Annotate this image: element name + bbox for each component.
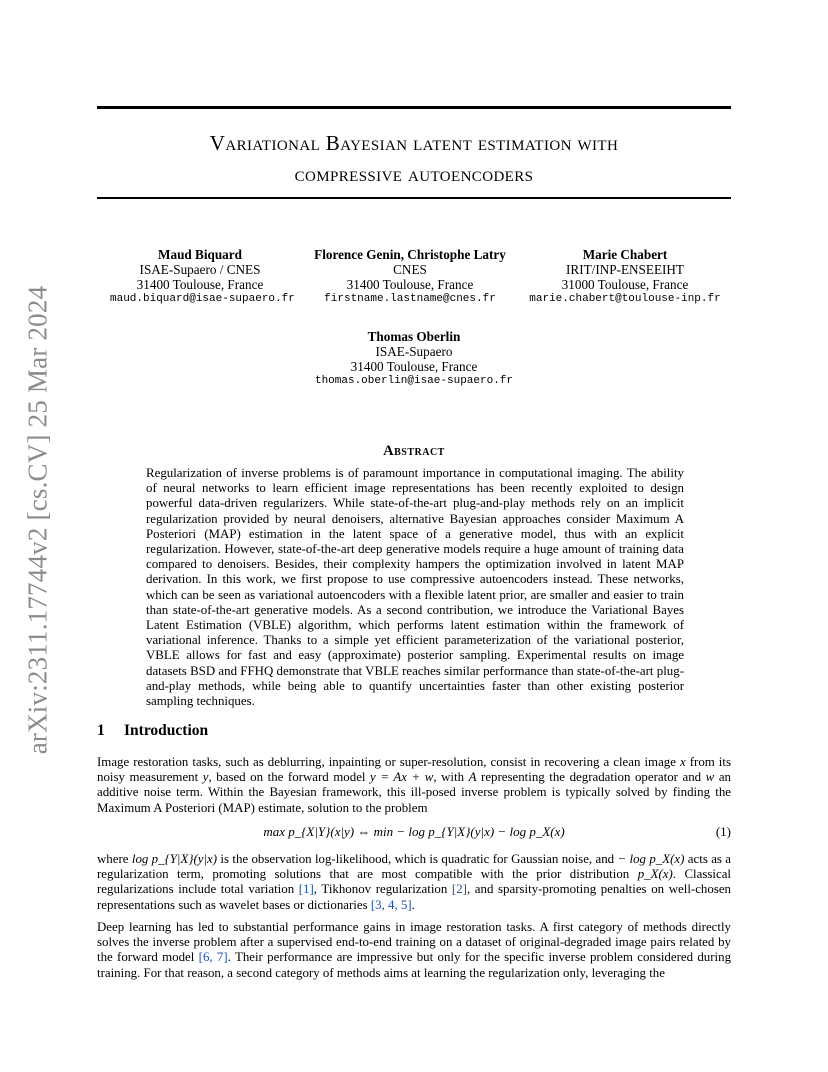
author-email[interactable]: firstname.lastname@cnes.fr (324, 293, 496, 305)
arxiv-identifier-stamp: arXiv:2311.17744v2 [cs.CV] 25 Mar 2024 (22, 285, 53, 755)
paper-title (97, 128, 731, 190)
author-affiliation: ISAE-Supaero / CNES (139, 262, 261, 277)
author-address: 31400 Toulouse, France (350, 359, 478, 374)
citation-link[interactable]: [2] (451, 882, 467, 897)
author-email[interactable]: thomas.oberlin@isae-supaero.fr (314, 375, 514, 387)
author-block-4 (314, 329, 514, 389)
title-line-2: compressive autoencoders (294, 162, 534, 186)
equation-1 (97, 822, 731, 850)
equation-number: (1) (715, 824, 731, 839)
author-name: Florence Genin, Christophe Latry (314, 247, 506, 262)
intro-paragraph-3: Deep learning has led to substantial performance gains in image restoration tasks. A first category of methods directly solves the inverse problem after a supervised end-to-end training on a dataset of original-degraded image pairs related by the forward model [6, 7]. Their performance are impressive but only for the specific inverse problem considered during training. For that reason, a second category of methods aims at learning the regularization only, leveraging the (97, 920, 732, 980)
citation-link[interactable]: [1] (298, 882, 314, 897)
title-rule-top (97, 106, 731, 109)
author-affiliation: IRIT/INP-ENSEEIHT (566, 262, 684, 277)
author-name: Marie Chabert (582, 247, 668, 262)
author-address: 31400 Toulouse, France (346, 277, 474, 292)
section-title: Introduction (124, 722, 209, 739)
intro-paragraph-2: where log p_{Y|X}(y|x) is the observation log-likelihood, which is quadratic for Gaussian noise, and − log p_X(x) acts as a regularization term, promoting solutions that are most compatible with the prior distribution p_X(x). Classical regularizations include total variation [1], Tikhonov regularization [2], and sparsity-promoting penalties on well-chosen representations such as wavelet bases or dictionaries [3, 4, 5]. (97, 852, 732, 912)
title-line-1: Variational Bayesian latent estimation with (209, 131, 619, 155)
title-rule-bottom (97, 197, 731, 199)
author-address: 31400 Toulouse, France (136, 277, 264, 292)
section-heading (97, 722, 208, 740)
author-email[interactable]: maud.biquard@isae-supaero.fr (110, 293, 295, 305)
author-block-2 (305, 247, 515, 307)
abstract-body: Regularization of inverse problems is of paramount importance in computational imaging. The ability of neural networks to learn efficient image representations has been recently exploited to design powerful data-driven regularizers. While state-of-the-art plug-and-play methods rely on an implicit regularization provided by neural denoisers, alternative Bayesian approaches consider Maximum A Posteriori (MAP) estimation in the latent space of a generative model, thus with an explicit regularization. However, state-of-the-art deep generative models require a huge amount of training data compared to denoisers. Besides, their complexity hampers the optimization involved in latent MAP derivation. In this work, we first propose to use compressive autoencoders instead. These networks, which can be seen as variational autoencoders with a flexible latent prior, are smaller and easier to train than state-of-the-art generative models. As a second contribution, we introduce the Variational Bayes Latent Estimation (VBLE) algorithm, which performs latent estimation within the framework of variational inference. Thanks to a simple yet efficient parameterization of the variational posterior, VBLE allows for fast and easy (approximate) posterior sampling. Experimental results on image datasets BSD and FFHQ demonstrate that VBLE reaches similar performance than state-of-the-art plug-and-play methods, while being able to quantify uncertainties faster than other existing posterior sampling techniques. (146, 466, 684, 709)
author-name: Thomas Oberlin (367, 329, 461, 344)
abstract-heading: Abstract (383, 443, 445, 459)
author-block-3 (525, 247, 725, 307)
section-number: 1 (97, 722, 105, 739)
author-email[interactable]: marie.chabert@toulouse-inp.fr (529, 293, 721, 305)
author-name: Maud Biquard (158, 247, 242, 262)
citation-link[interactable]: [6, 7] (198, 950, 228, 965)
author-affiliation: ISAE-Supaero (375, 344, 453, 359)
author-affiliation: CNES (393, 262, 427, 277)
intro-paragraph-1: Image restoration tasks, such as deblurring, inpainting or super-resolution, consist in recovering a clean image x from its noisy measurement y, based on the forward model y = Ax + w, with A representing the degradation operator and w an additive noise term. Within the Bayesian framework, this ill-posed inverse problem is typically solved by finding the Maximum A Posteriori (MAP) estimate, solution to the problem (97, 755, 731, 815)
citation-link[interactable]: [3, 4, 5] (370, 897, 412, 912)
author-address: 31000 Toulouse, France (561, 277, 689, 292)
equation-body: max p_{X|Y}(x|y) ⇔ min − log p_{Y|X}(y|x) − log p_X(x) (263, 824, 565, 839)
author-block-1 (110, 247, 295, 307)
